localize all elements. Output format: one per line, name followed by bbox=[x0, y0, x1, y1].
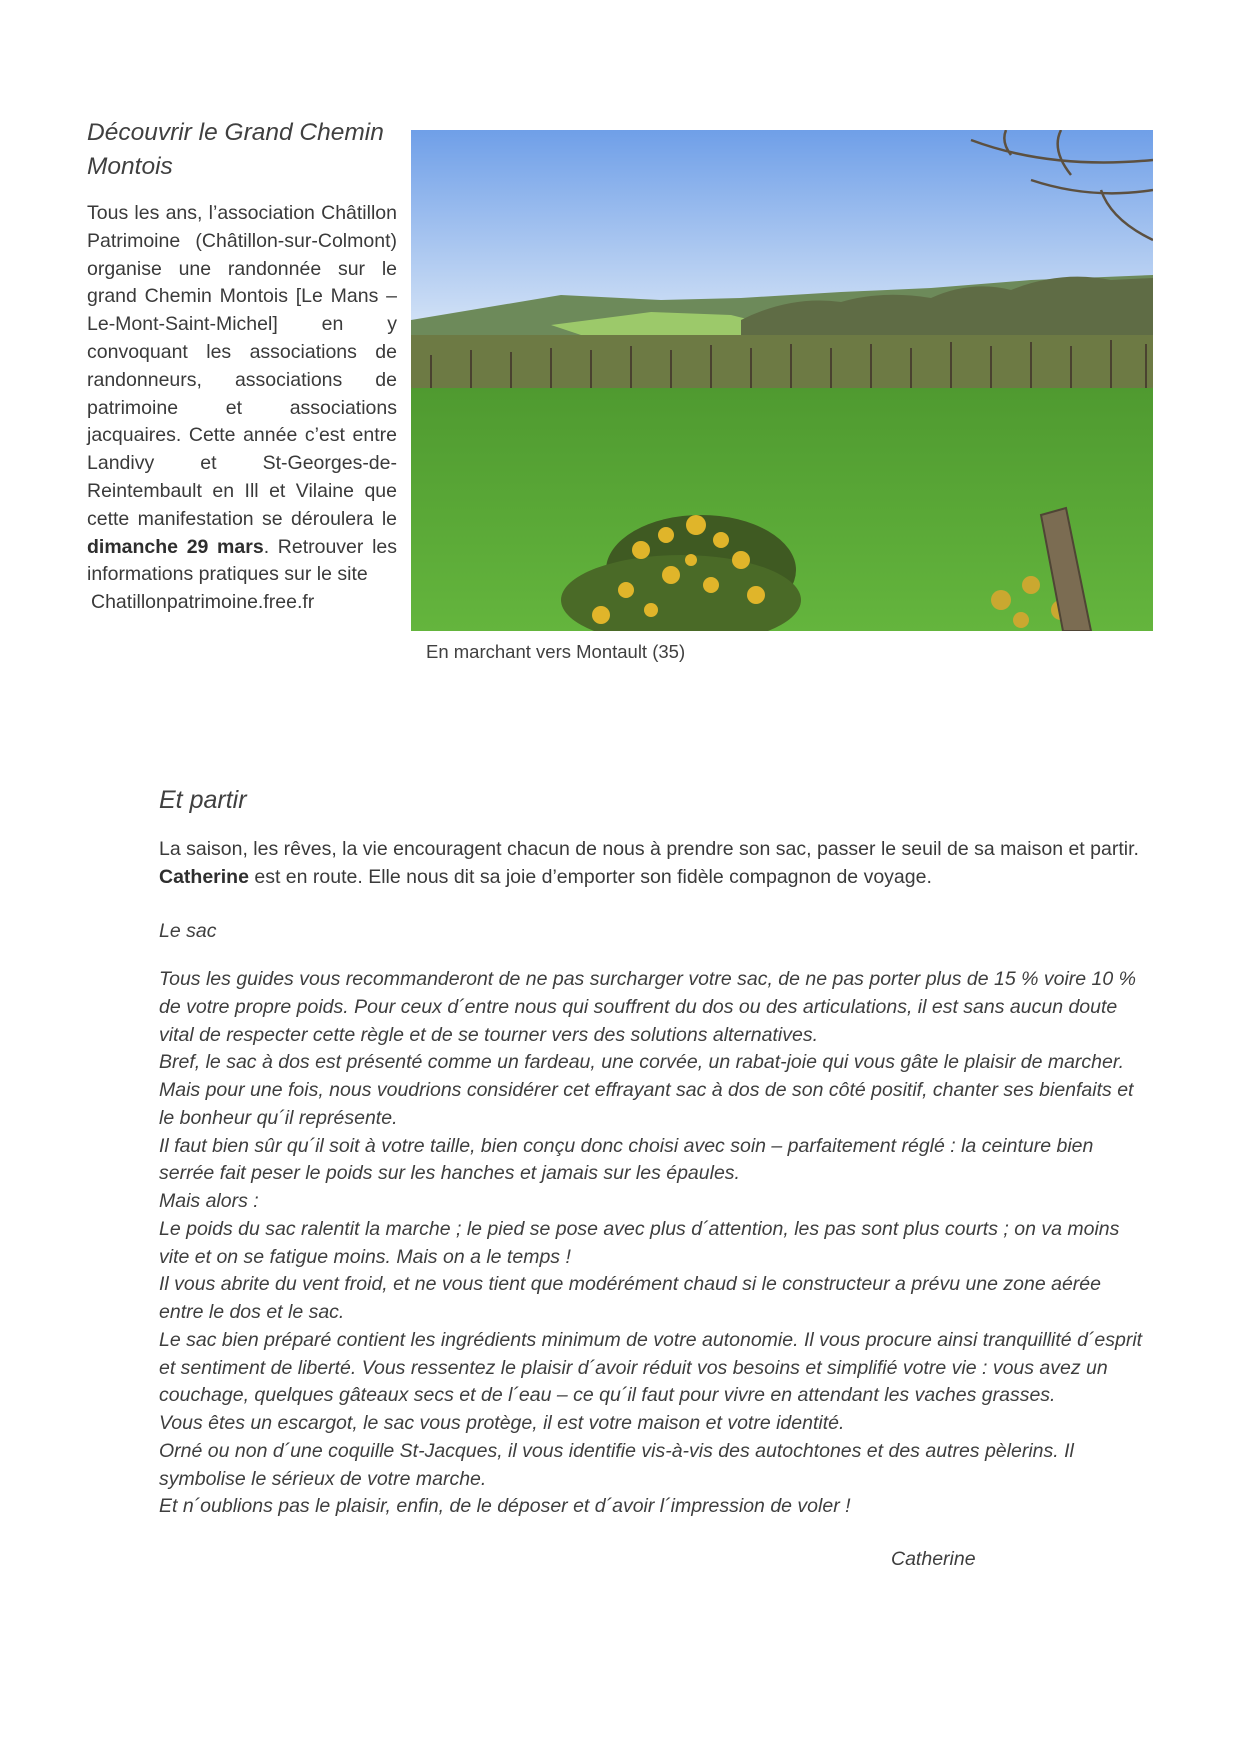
body-paragraph: Mais alors : bbox=[159, 1190, 259, 1212]
body-paragraph: Le sac bien préparé contient les ingrédients minimum de votre autonomie. Il vous procure ainsi tranquillité d´esprit et sentiment de liberté. Vous ressentez le plaisir d´avoir réduit vos besoins et simplifié votre vie : vous avez un couchage, quelques gâteaux secs et de l´eau – ce qu´il faut pour vivre en attendant les vaches grasses. bbox=[159, 1328, 1143, 1407]
intro-date: dimanche 29 mars bbox=[87, 535, 264, 558]
section-title: Et partir bbox=[159, 786, 247, 814]
site-link[interactable]: Chatillonpatrimoine.free.fr bbox=[91, 591, 315, 614]
author-name: Catherine bbox=[159, 865, 249, 888]
article-body bbox=[159, 966, 1149, 1521]
lead-paragraph bbox=[159, 836, 1139, 892]
lead-text-part2: est en route. Elle nous dit sa joie d’emporter son fidèle compagnon de voyage. bbox=[248, 865, 932, 888]
body-paragraph: Orné ou non d´une coquille St-Jacques, il vous identifie vis-à-vis des autochtones et des autres pèlerins. Il symbolise le sérieux de votre marche. bbox=[159, 1439, 1074, 1490]
intro-text-part1: Tous les ans, l’association Châtillon Patrimoine (Châtillon-sur-Colmont) organise une randonnée sur le grand Chemin Montois [Le Mans – Le-Mont-Saint-Michel] en y convoquant les associations de randonneurs, associations de patrimoine et associations jacquaires. Cette année c’est entre Landivy et St-Georges-de-Reintembault en Ill et Vilaine que cette manifestation se déroulera le bbox=[87, 202, 397, 530]
body-paragraph: Il faut bien sûr qu´il soit à votre taille, bien conçu donc choisi avec soin – parfaitement réglé : la ceinture bien serrée fait peser le poids sur les hanches et jamais sur les épaules. bbox=[159, 1134, 1094, 1185]
body-paragraph: Le poids du sac ralentit la marche ; le pied se pose avec plus d´attention, les pas sont plus courts ; on va moins vite et on se fatigue moins. Mais on a le temps ! bbox=[159, 1217, 1120, 1268]
subsection-title: Le sac bbox=[159, 920, 217, 942]
landscape-photo bbox=[411, 130, 1153, 631]
lead-text-part1: La saison, les rêves, la vie encouragent chacun de nous à prendre son sac, passer le seuil de sa maison et partir. bbox=[159, 838, 1139, 860]
intro-paragraph bbox=[87, 200, 397, 617]
body-paragraph: Vous êtes un escargot, le sac vous protège, il est votre maison et votre identité. bbox=[159, 1412, 845, 1434]
body-paragraph: Bref, le sac à dos est présenté comme un fardeau, une corvée, un rabat-joie qui vous gâte le plaisir de marcher. Mais pour une fois, nous voudrions considérer cet effrayant sac à dos de son côté positif, chanter ses bienfaits et le bonheur qu´il représente. bbox=[159, 1051, 1134, 1129]
photo-caption: En marchant vers Montault (35) bbox=[426, 641, 686, 662]
orchard-band bbox=[411, 335, 1153, 390]
body-paragraph: Il vous abrite du vent froid, et ne vous tient que modérément chaud si le constructeur a prévu une zone aérée entre le dos et le sac. bbox=[159, 1273, 1101, 1323]
intro-title: Découvrir le Grand Chemin Montois bbox=[87, 119, 384, 180]
body-paragraph: Et n´oublions pas le plaisir, enfin, de le déposer et d´avoir l´impression de voler ! bbox=[159, 1495, 851, 1518]
signature: Catherine bbox=[891, 1548, 976, 1570]
body-paragraph: Tous les guides vous recommanderont de ne pas surcharger votre sac, de ne pas porter plus de 15 % voire 10 % de votre propre poids. Pour ceux d´entre nous qui souffrent du dos ou des articulations, il est sans aucun doute vital de respecter cette règle et de se tourner vers des solutions alternatives. bbox=[159, 968, 1136, 1046]
intro-text-part2: . Retrouver les informations pratiques sur le site bbox=[87, 535, 397, 586]
